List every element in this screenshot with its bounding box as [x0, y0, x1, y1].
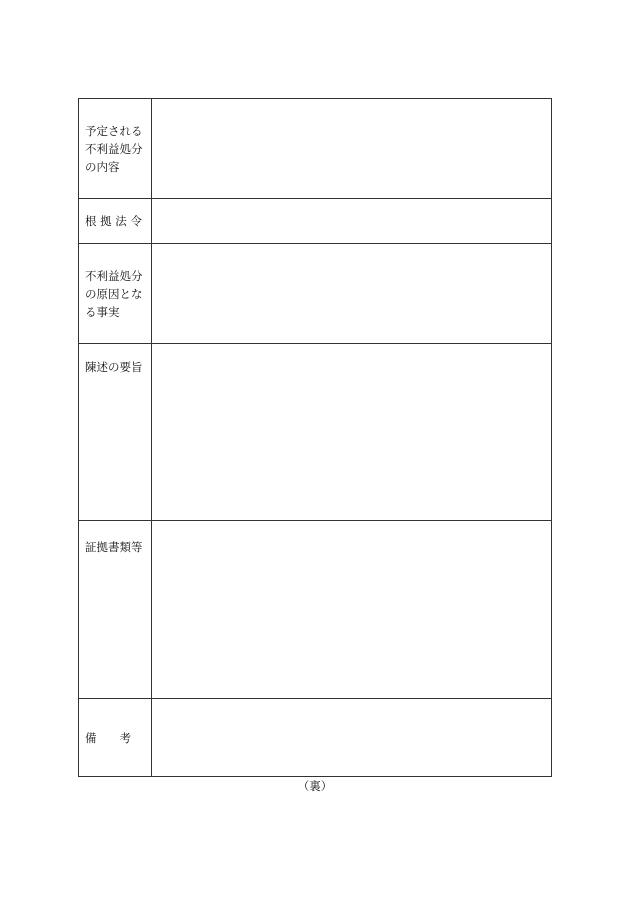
- row-remarks: [79, 699, 552, 777]
- label-cause-facts: [79, 244, 152, 344]
- row-evidence-documents: [79, 521, 552, 699]
- label-text: 証拠書類等: [85, 540, 143, 554]
- label-legal-basis: [79, 199, 152, 244]
- row-planned-disposition: [79, 99, 552, 199]
- label-text: 不利益処分 の原因とな る事実: [85, 268, 143, 319]
- label-text: 備 考: [85, 730, 131, 745]
- label-remarks: [79, 699, 152, 777]
- label-evidence-documents: [79, 521, 152, 699]
- form-table: [78, 98, 552, 777]
- value-cause-facts[interactable]: [152, 244, 552, 344]
- row-cause-facts: [79, 244, 552, 344]
- label-text: 予定される 不利益処分 の内容: [85, 123, 143, 174]
- label-text: 根 拠 法 令: [85, 214, 142, 228]
- value-statement-summary[interactable]: [152, 344, 552, 521]
- value-evidence-documents[interactable]: [152, 521, 552, 699]
- label-planned-disposition: [79, 99, 152, 199]
- value-legal-basis[interactable]: [152, 199, 552, 244]
- page-side-label: （裏）: [297, 779, 333, 793]
- value-planned-disposition[interactable]: [152, 99, 552, 199]
- label-statement-summary: [79, 344, 152, 521]
- row-statement-summary: [79, 344, 552, 521]
- row-legal-basis: [79, 199, 552, 244]
- value-remarks[interactable]: [152, 699, 552, 777]
- label-text: 陳述の要旨: [85, 360, 143, 374]
